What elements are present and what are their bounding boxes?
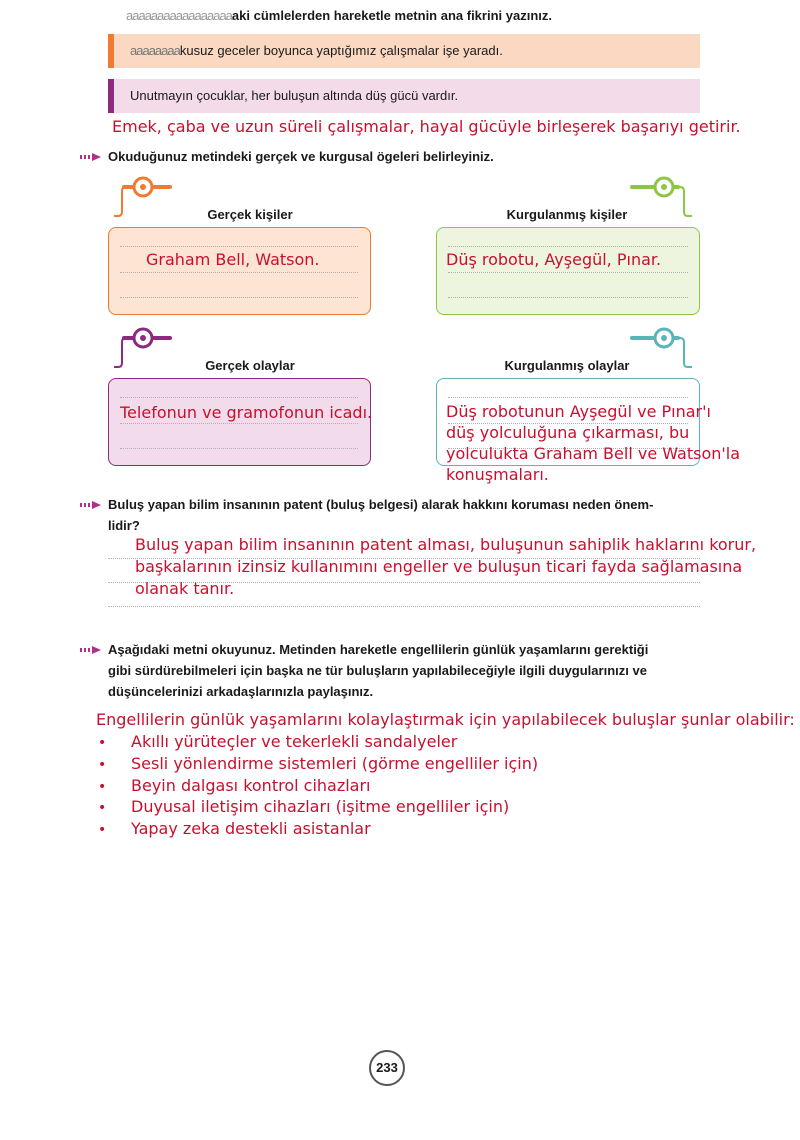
heading-fictional-people: Kurgulanmış kişiler <box>506 207 628 222</box>
main-idea-answer: Emek, çaba ve uzun süreli çalışmalar, hayal gücüyle birleşerek başarıyı getirir. <box>112 117 741 136</box>
real-people-answer: Graham Bell, Watson. <box>146 250 320 269</box>
target-connector-icon <box>110 172 180 232</box>
q4-text-line: gibi sürdürebilmeleri için başka ne tür buluşların yapılabileceğiyle ilgili duygularınızı ve <box>108 663 647 678</box>
answer-line: başkalarının izinsiz kullanımını engeller ve buluşun ticari fayda sağlamasına <box>135 557 743 576</box>
page-number: 233 <box>376 1060 398 1075</box>
dotted-line <box>448 297 688 298</box>
q4-text <box>108 639 648 702</box>
top-instruction <box>126 5 552 26</box>
bullet-symbol: • <box>98 757 107 773</box>
heading-real-events: Gerçek olaylar <box>205 358 295 373</box>
list-item: Sesli yönlendirme sistemleri (görme engelliler için) <box>131 754 539 773</box>
bullet-symbol: • <box>98 735 107 751</box>
quote-strip-1-prefix: aaaaaaaa <box>130 43 180 58</box>
answer-line: konuşmaları. <box>446 465 549 484</box>
q3-text-line: lidir? <box>108 518 140 533</box>
question-arrow-icon <box>80 645 102 655</box>
target-connector-icon <box>620 323 695 383</box>
heading-fictional-events: Kurgulanmış olaylar <box>504 358 630 373</box>
answer-line: yolculukta Graham Bell ve Watson'la <box>446 444 741 463</box>
quote-strip-2 <box>108 79 700 113</box>
q4-answer-intro: Engellilerin günlük yaşamlarını kolaylaştırmak için yapılabilecek buluşlar şunlar olabilir: <box>96 710 795 729</box>
target-connector-icon <box>620 172 695 232</box>
bullet-symbol: • <box>98 779 107 795</box>
answer-line: düş yolculuğuna çıkarması, bu <box>446 423 690 442</box>
fictional-events-answer <box>446 401 740 485</box>
dotted-line <box>120 272 358 273</box>
dotted-line <box>120 297 358 298</box>
answer-line: olanak tanır. <box>135 579 235 598</box>
dotted-line <box>120 397 358 398</box>
list-item: Akıllı yürüteçler ve tekerlekli sandalyeler <box>131 732 458 751</box>
fictional-people-box <box>436 227 700 315</box>
question-arrow-icon <box>80 500 102 510</box>
real-events-answer: Telefonun ve gramofonun icadı. <box>120 403 373 422</box>
dotted-line <box>448 397 688 398</box>
list-item: Duyusal iletişim cihazları (işitme engelliler için) <box>131 797 510 816</box>
dotted-line <box>120 246 358 247</box>
heading-real-people: Gerçek kişiler <box>207 207 293 222</box>
q3-text <box>108 494 653 536</box>
q3-answer <box>135 534 756 600</box>
q3-text-line: Buluş yapan bilim insanının patent (buluş belgesi) alarak hakkını koruması neden önem- <box>108 497 654 512</box>
bullet-symbol: • <box>98 822 107 838</box>
answer-line: Buluş yapan bilim insanının patent alması, buluşunun sahiplik haklarını korur, <box>135 535 757 554</box>
dotted-line <box>120 423 358 424</box>
q2-text: Okuduğunuz metindeki gerçek ve kurgusal ögeleri belirleyiniz. <box>108 149 494 164</box>
bullet-symbol: • <box>98 800 107 816</box>
page-number-badge <box>369 1050 405 1086</box>
quote-strip-1-text: kusuz geceler boyunca yaptığımız çalışmalar işe yaradı. <box>179 43 503 58</box>
top-instruction-text: aki cümlelerden hareketle metnin ana fikrini yazınız. <box>231 8 552 23</box>
answer-line: Düş robotunun Ayşegül ve Pınar'ı <box>446 402 711 421</box>
question-arrow-icon <box>80 152 102 162</box>
fictional-people-answer: Düş robotu, Ayşegül, Pınar. <box>446 250 662 269</box>
dotted-line <box>120 448 358 449</box>
real-events-box <box>108 378 371 466</box>
list-item: Beyin dalgası kontrol cihazları <box>131 776 371 795</box>
top-instruction-prefix: aaaaaaaaaaaaaaaaa <box>126 8 232 23</box>
target-connector-icon <box>110 323 180 383</box>
q4-text-line: düşüncelerinizi arkadaşlarınızla paylaşınız. <box>108 684 374 699</box>
dotted-line <box>448 246 688 247</box>
q4-text-line: Aşağıdaki metni okuyunuz. Metinden hareketle engellilerin günlük yaşamlarını gerektiği <box>108 642 649 657</box>
real-people-box <box>108 227 371 315</box>
quote-strip-2-text: Unutmayın çocuklar, her buluşun altında düş gücü vardır. <box>130 88 459 103</box>
quote-strip-1 <box>108 34 700 68</box>
dotted-line <box>448 272 688 273</box>
list-item: Yapay zeka destekli asistanlar <box>131 819 371 838</box>
dotted-line <box>108 606 700 607</box>
